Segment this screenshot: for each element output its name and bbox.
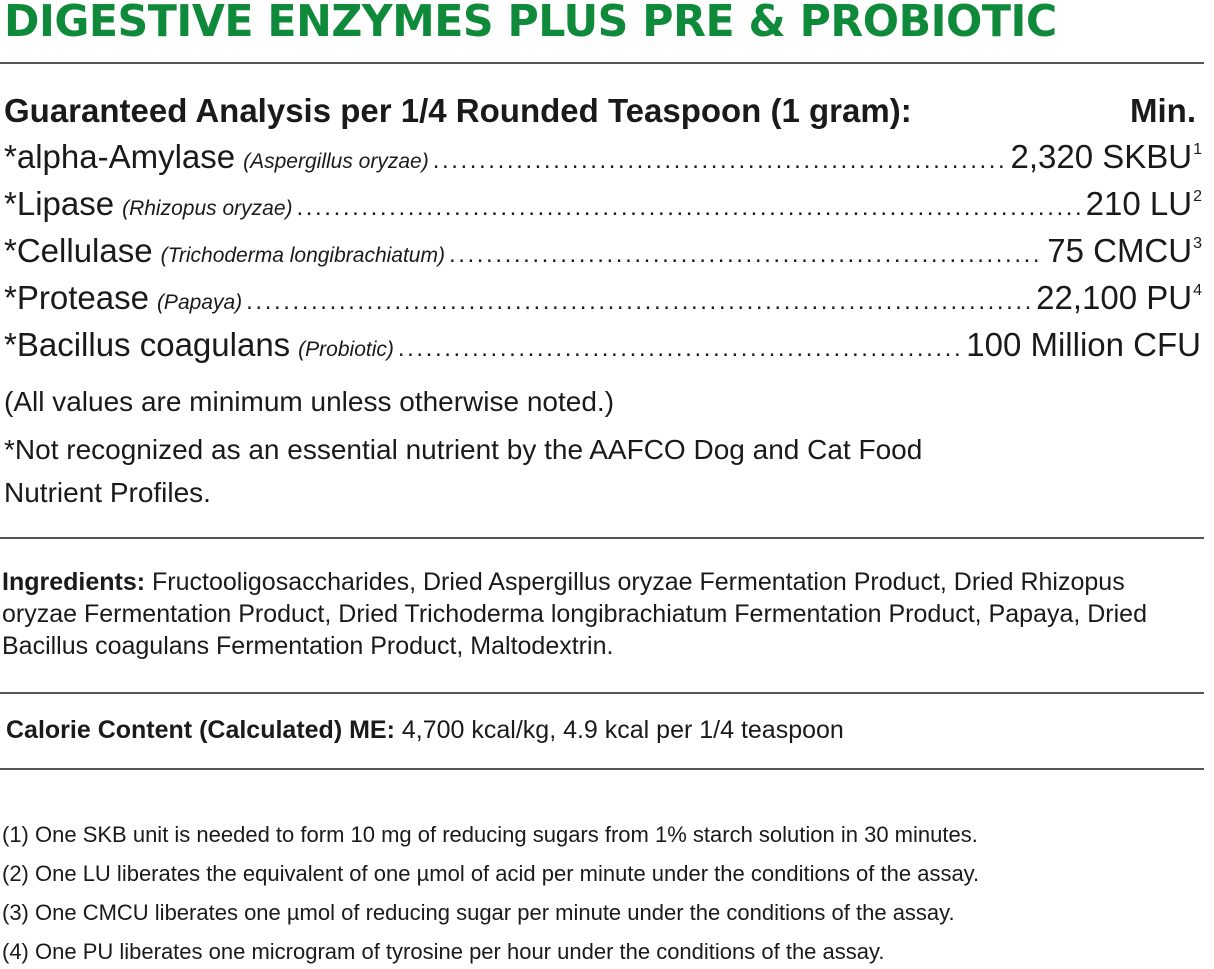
dot-leader <box>297 194 1082 222</box>
nutrient-name: *Protease <box>4 279 149 316</box>
calorie-label: Calorie Content (Calculated) ME: <box>6 716 395 744</box>
nutrient-name: *alpha-Amylase <box>4 138 236 175</box>
nutrient-value: 210 $LU^2$ <box>1085 185 1202 222</box>
footnote-1: (1) One SKB unit is needed to form 10 mg of reducing sugars from 1% starch solution in 30 minutes. <box>2 822 978 847</box>
aafco-note-line1: *Not recognized as an essential nutrient by the AAFCO Dog and Cat Food <box>4 434 923 465</box>
nutrient-value: 100 Million CFU <box>966 326 1201 363</box>
nutrient-value: 22,100 $PU^4$ <box>1036 279 1202 316</box>
calorie-content <box>6 714 1196 746</box>
product-title: DIGESTIVE ENZYMES PLUS PRE & PROBIOTIC <box>4 0 1057 47</box>
analysis-row <box>4 232 1202 276</box>
aafco-note-line2: Nutrient Profiles. <box>4 477 211 508</box>
ingredients-text: Fructooligosaccharides, Dried Aspergillus oryzae Fermentation Product, Dried Rhizopus oryzae Fermentation Product, Dried Trichoderma longibrachiatum Fermentation Product, Papaya, Dried Bacillus coagulans Fermentation Product, Maltodextrin. <box>2 568 1147 660</box>
analysis-row <box>4 138 1202 182</box>
nutrient-source: (Rhizopus oryzae) <box>122 197 293 220</box>
minimum-values-note: (All values are minimum unless otherwise noted.) <box>4 386 615 417</box>
nutrient-name: *Cellulase <box>4 232 153 269</box>
analysis-row <box>4 185 1202 229</box>
nutrient-value: 2,320 SKBU$^1$ <box>1010 138 1202 175</box>
min-column-label: Min. <box>1130 92 1196 129</box>
ingredients-label: Ingredients: <box>2 568 146 596</box>
footnote-3: (3) One CMCU liberates one µmol of reducing sugar per minute under the conditions of the assay. <box>2 900 955 925</box>
dot-leader <box>246 288 1032 316</box>
nutrient-source: (Papaya) <box>156 291 243 314</box>
analysis-row <box>4 279 1202 323</box>
divider <box>0 537 1204 539</box>
divider <box>0 768 1204 770</box>
ingredients-section <box>2 566 1192 662</box>
nutrient-name: *Lipase <box>4 185 115 222</box>
divider <box>0 692 1204 694</box>
calorie-text: 4,700 kcal/kg, 4.9 kcal per 1/4 teaspoon <box>401 716 844 744</box>
dot-leader <box>449 241 1043 269</box>
nutrient-source: (Probiotic) <box>298 338 394 361</box>
divider <box>0 62 1204 64</box>
dot-leader <box>398 335 962 363</box>
nutrient-value: 75 CMCU$^3$ <box>1047 232 1202 269</box>
nutrient-source: (Aspergillus oryzae) <box>243 150 429 173</box>
nutrient-name: *Bacillus coagulans <box>4 326 291 363</box>
analysis-heading-text: Guaranteed Analysis per 1/4 Rounded Teaspoon (1 gram): <box>4 92 912 129</box>
nutrient-source: (Trichoderma longibrachiatum) <box>160 244 445 267</box>
dot-leader <box>433 147 1007 175</box>
analysis-row <box>4 326 1202 370</box>
footnote-2: (2) One LU liberates the equivalent of one µmol of acid per minute under the conditions of the assay. <box>2 861 980 886</box>
footnote-4: (4) One PU liberates one microgram of tyrosine per hour under the conditions of the assay. <box>2 939 885 964</box>
guaranteed-analysis-heading <box>4 92 1196 130</box>
